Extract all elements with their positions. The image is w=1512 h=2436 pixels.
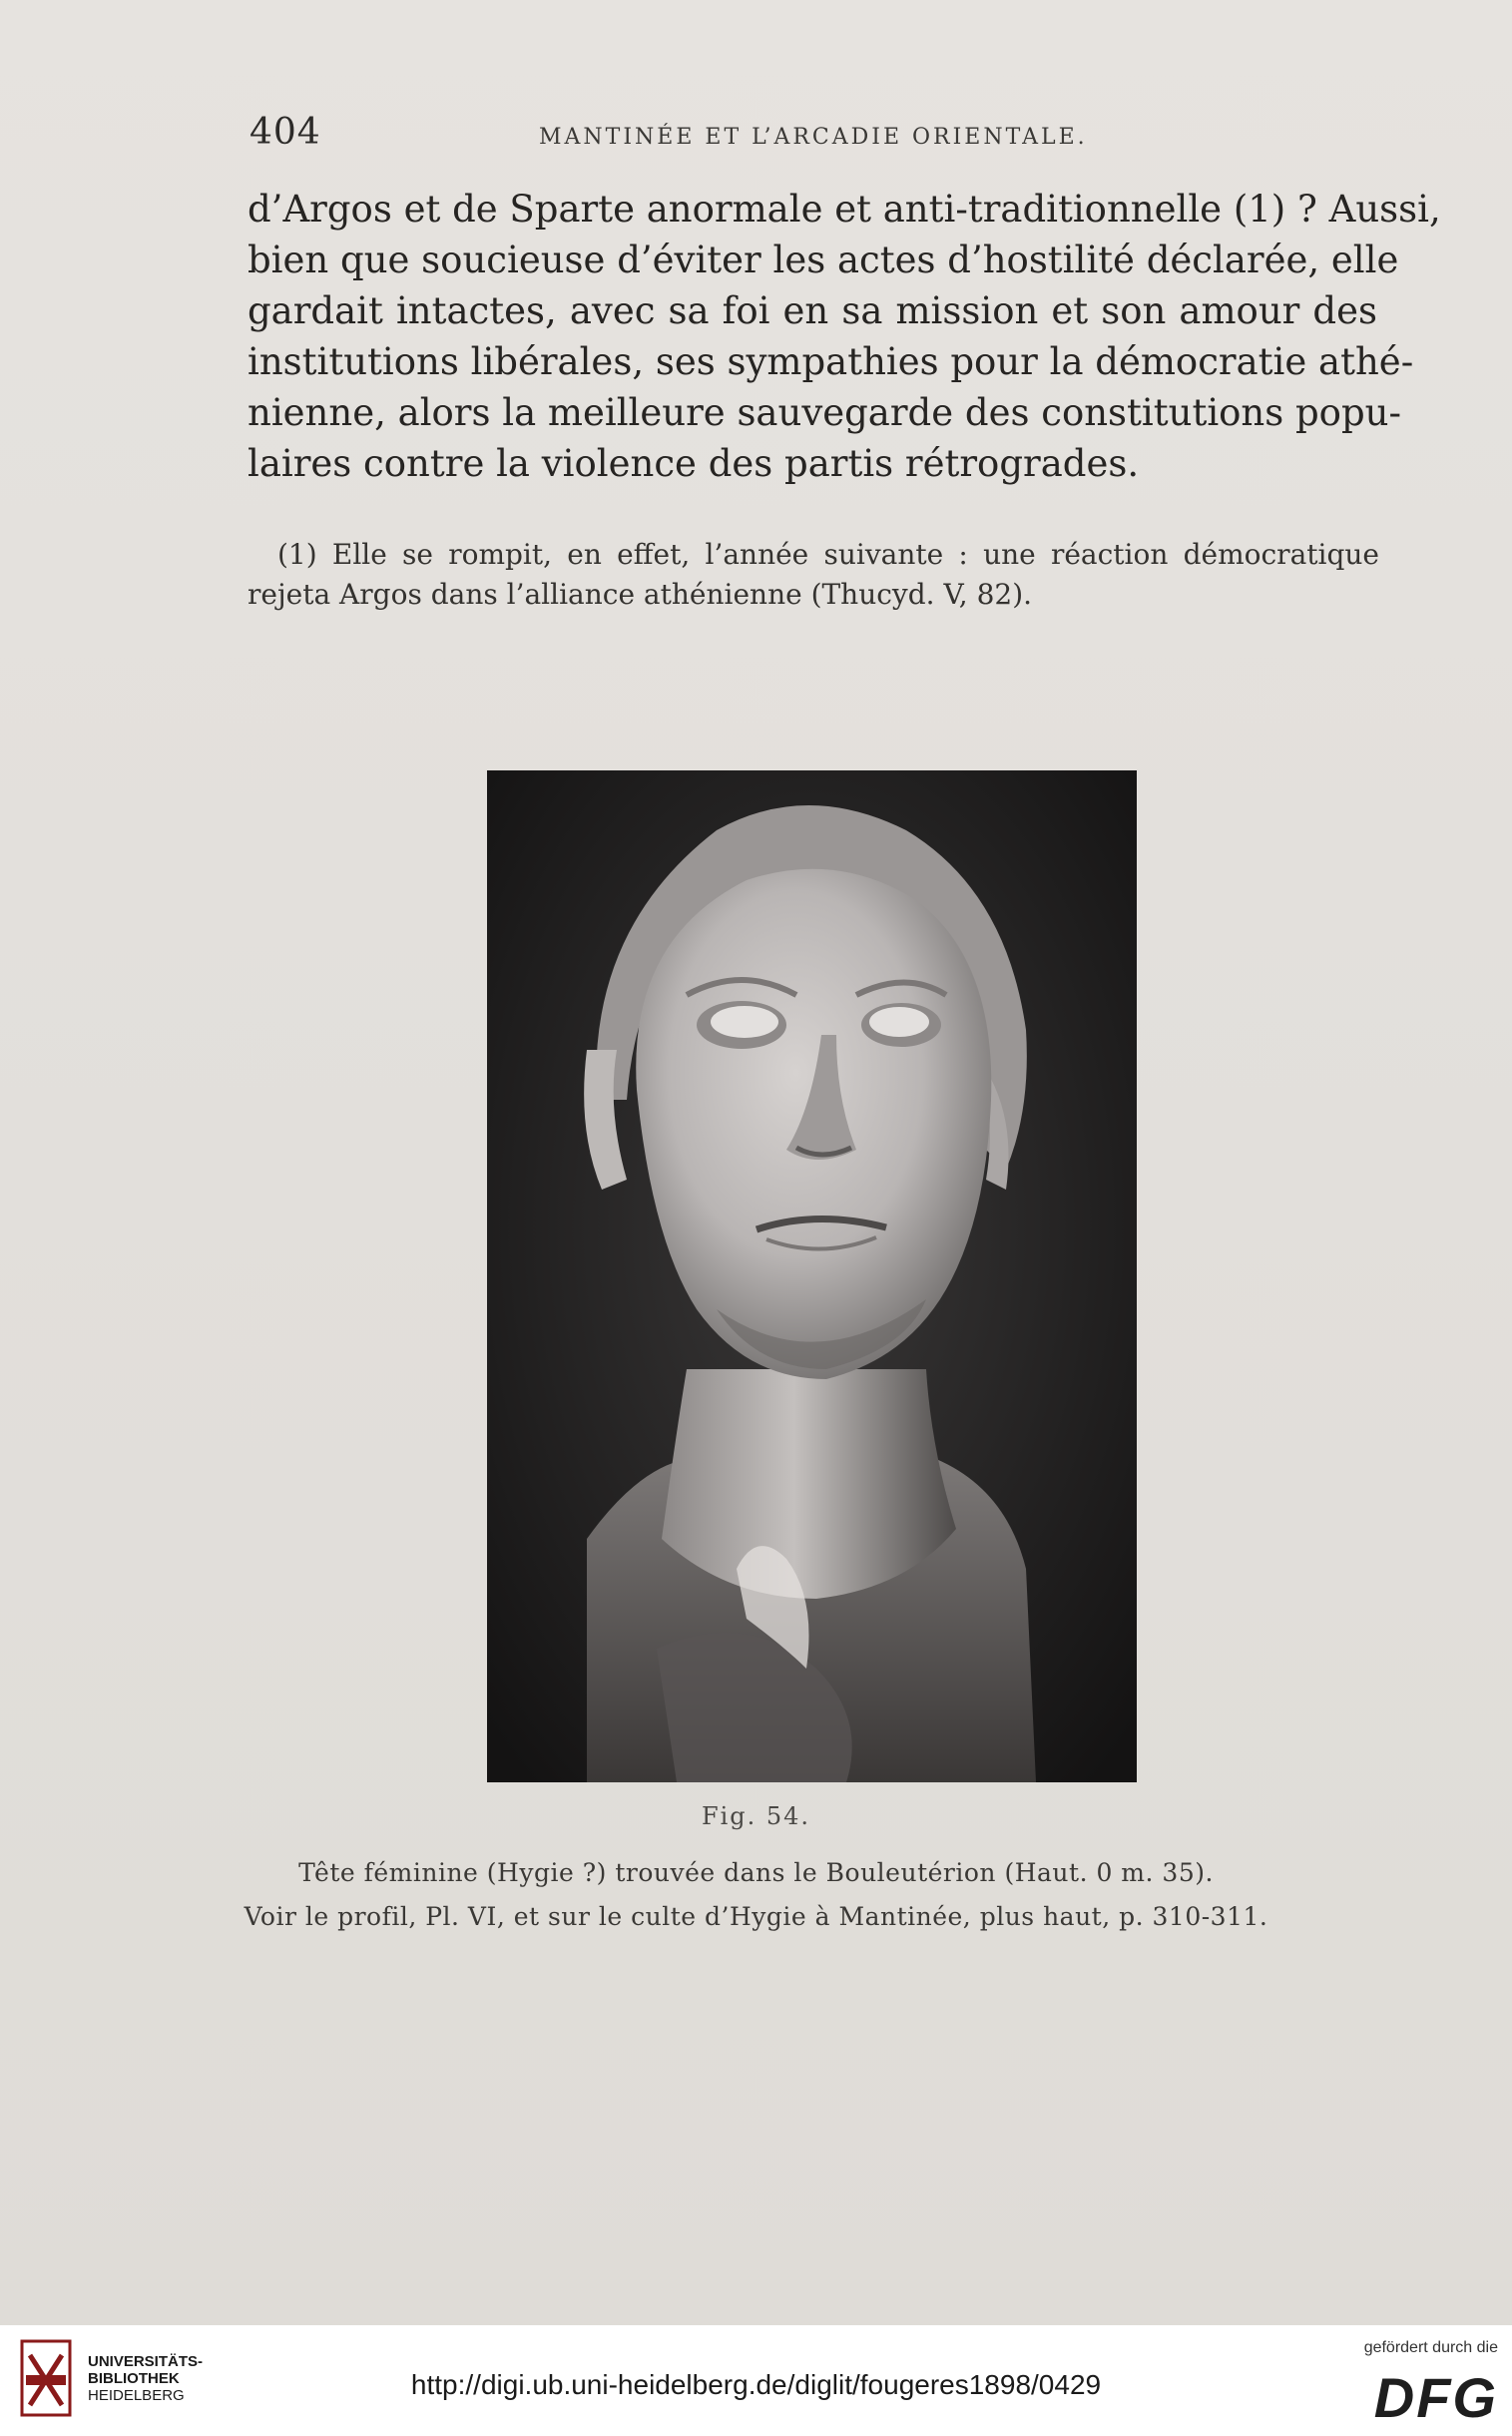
footnote-line: rejeta Argos dans l’alliance athénienne (Thucyd. V, 82). [248, 578, 1033, 611]
figure-caption-line: Tête féminine (Hygie ?) trouvée dans le Bouleutérion (Haut. 0 m. 35). [298, 1858, 1214, 1887]
funding-note: gefördert durch die [1363, 2339, 1498, 2356]
dfg-logo: DFG [1373, 2366, 1498, 2429]
library-name-line: BIBLIOTHEK [88, 2370, 180, 2387]
library-name-line: UNIVERSITÄTS- [88, 2353, 204, 2370]
body-line: gardait intactes, avec sa foi en sa mission et son amour des [248, 289, 1377, 332]
body-line: laires contre la violence des partis rétrogrades. [248, 442, 1140, 485]
digitization-footer [0, 2325, 1512, 2436]
body-paragraph [248, 184, 1441, 489]
figure-label: Fig. 54. [701, 1802, 811, 1830]
body-line: d’Argos et de Sparte anormale et anti-traditionnelle (1) ? Aussi, [248, 188, 1441, 231]
body-line: bien que soucieuse d’éviter les actes d’hostilité déclarée, elle [248, 239, 1399, 281]
page-number: 404 [250, 112, 321, 153]
figure-caption-line: Voir le profil, Pl. VI, et sur le culte d’Hygie à Mantinée, plus haut, p. 310-311. [244, 1902, 1268, 1931]
footnote [248, 535, 1379, 615]
body-line: nienne, alors la meilleure sauvegarde des constitutions popu- [248, 391, 1401, 434]
running-head: MANTINÉE ET L’ARCADIE ORIENTALE. [539, 125, 1088, 150]
library-name-line: HEIDELBERG [88, 2387, 185, 2404]
footnote-line: (1) Elle se rompit, en effet, l’année suivante : une réaction démocratique [277, 538, 1379, 571]
sculpture-head-illustration [487, 770, 1137, 1782]
digitization-url-link[interactable]: http://digi.ub.uni-heidelberg.de/diglit/fougeres1898/0429 [410, 2369, 1102, 2400]
body-line: institutions libérales, ses sympathies pour la démocratie athé- [248, 340, 1414, 383]
sculpture-head-photo [487, 770, 1137, 1782]
